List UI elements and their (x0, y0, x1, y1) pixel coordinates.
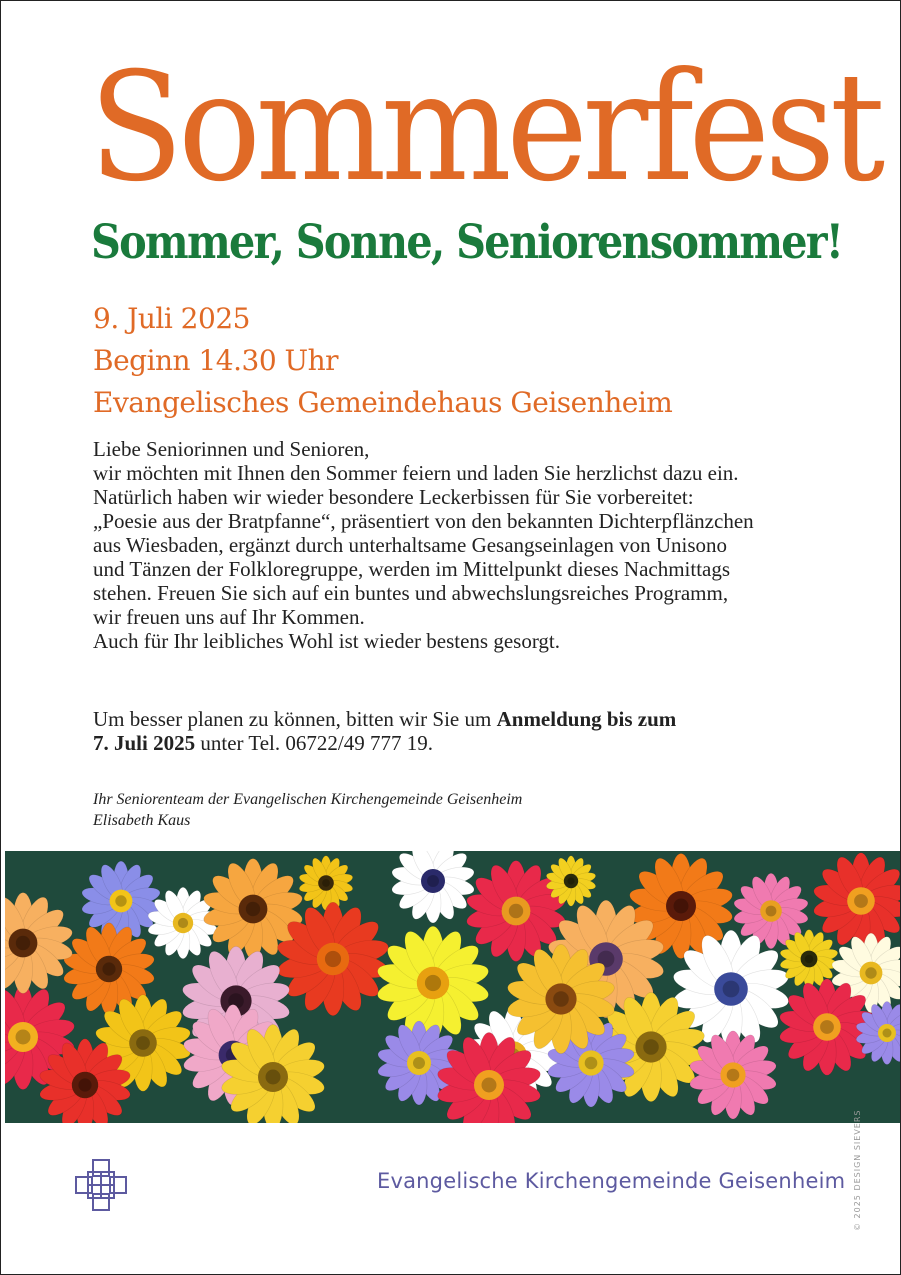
rsvp-phone: unter Tel. 06722/49 777 19. (195, 731, 433, 755)
event-start-time: Beginn 14.30 Uhr (93, 344, 339, 377)
signature (93, 789, 522, 831)
event-location: Evangelisches Gemeindehaus Geisenheim (93, 386, 673, 419)
invitation-text (93, 437, 853, 653)
rsvp-line-1 (93, 707, 676, 731)
body-line: und Tänzen der Folkloregruppe, werden im Mittelpunkt dieses Nachmittags (93, 557, 731, 581)
flower-icon (688, 1031, 778, 1119)
signature-team: Ihr Seniorenteam der Evangelischen Kirchengemeinde Geisenheim (93, 791, 523, 808)
rsvp-deadline: 7. Juli 2025 (93, 731, 196, 755)
design-credit: © 2025 DESIGN SIEVERS (853, 1109, 862, 1231)
flower-photo (5, 851, 901, 1123)
body-line: Natürlich haben wir wieder besondere Leckerbissen für Sie vorbereitet: (93, 485, 694, 509)
organization-name: Evangelische Kirchengemeinde Geisenheim (377, 1169, 846, 1193)
flower-icon (390, 851, 475, 923)
flower-icon (812, 853, 901, 950)
body-line: Auch für Ihr leibliches Wohl ist wieder bestens gesorgt. (93, 629, 561, 653)
event-info (93, 298, 672, 424)
body-line: wir möchten mit Ihnen den Sommer feiern und laden Sie herzlichst dazu ein. (93, 461, 739, 485)
rsvp-bold-1: Anmeldung bis zum (496, 707, 677, 731)
flower-image (5, 851, 901, 1123)
event-date: 9. Juli 2025 (93, 302, 250, 335)
page-title: Sommerfest (89, 41, 880, 215)
body-line: aus Wiesbaden, ergänzt durch unterhaltsame Gesangseinlagen von Unisono (93, 533, 728, 557)
church-cross-logo-icon (74, 1158, 128, 1212)
page-subtitle: Sommer, Sonne, Seniorensommer! (91, 215, 843, 270)
body-line: „Poesie aus der Bratpfanne“, präsentiert von den bekannten Dichterpflänzchen (93, 509, 754, 533)
registration-note (93, 707, 676, 755)
body-line: Liebe Seniorinnen und Senioren, (93, 437, 370, 461)
body-line: wir freuen uns auf Ihr Kommen. (93, 605, 365, 629)
body-line: stehen. Freuen Sie sich auf ein buntes und abwechslungsreiches Programm, (93, 581, 729, 605)
flower-icon (375, 926, 490, 1039)
rsvp-line-2 (93, 731, 676, 755)
signature-name: Elisabeth Kaus (93, 812, 191, 829)
rsvp-text-1: Um besser planen zu können, bitten wir Sie um (93, 707, 497, 731)
flower-icon (298, 856, 354, 911)
